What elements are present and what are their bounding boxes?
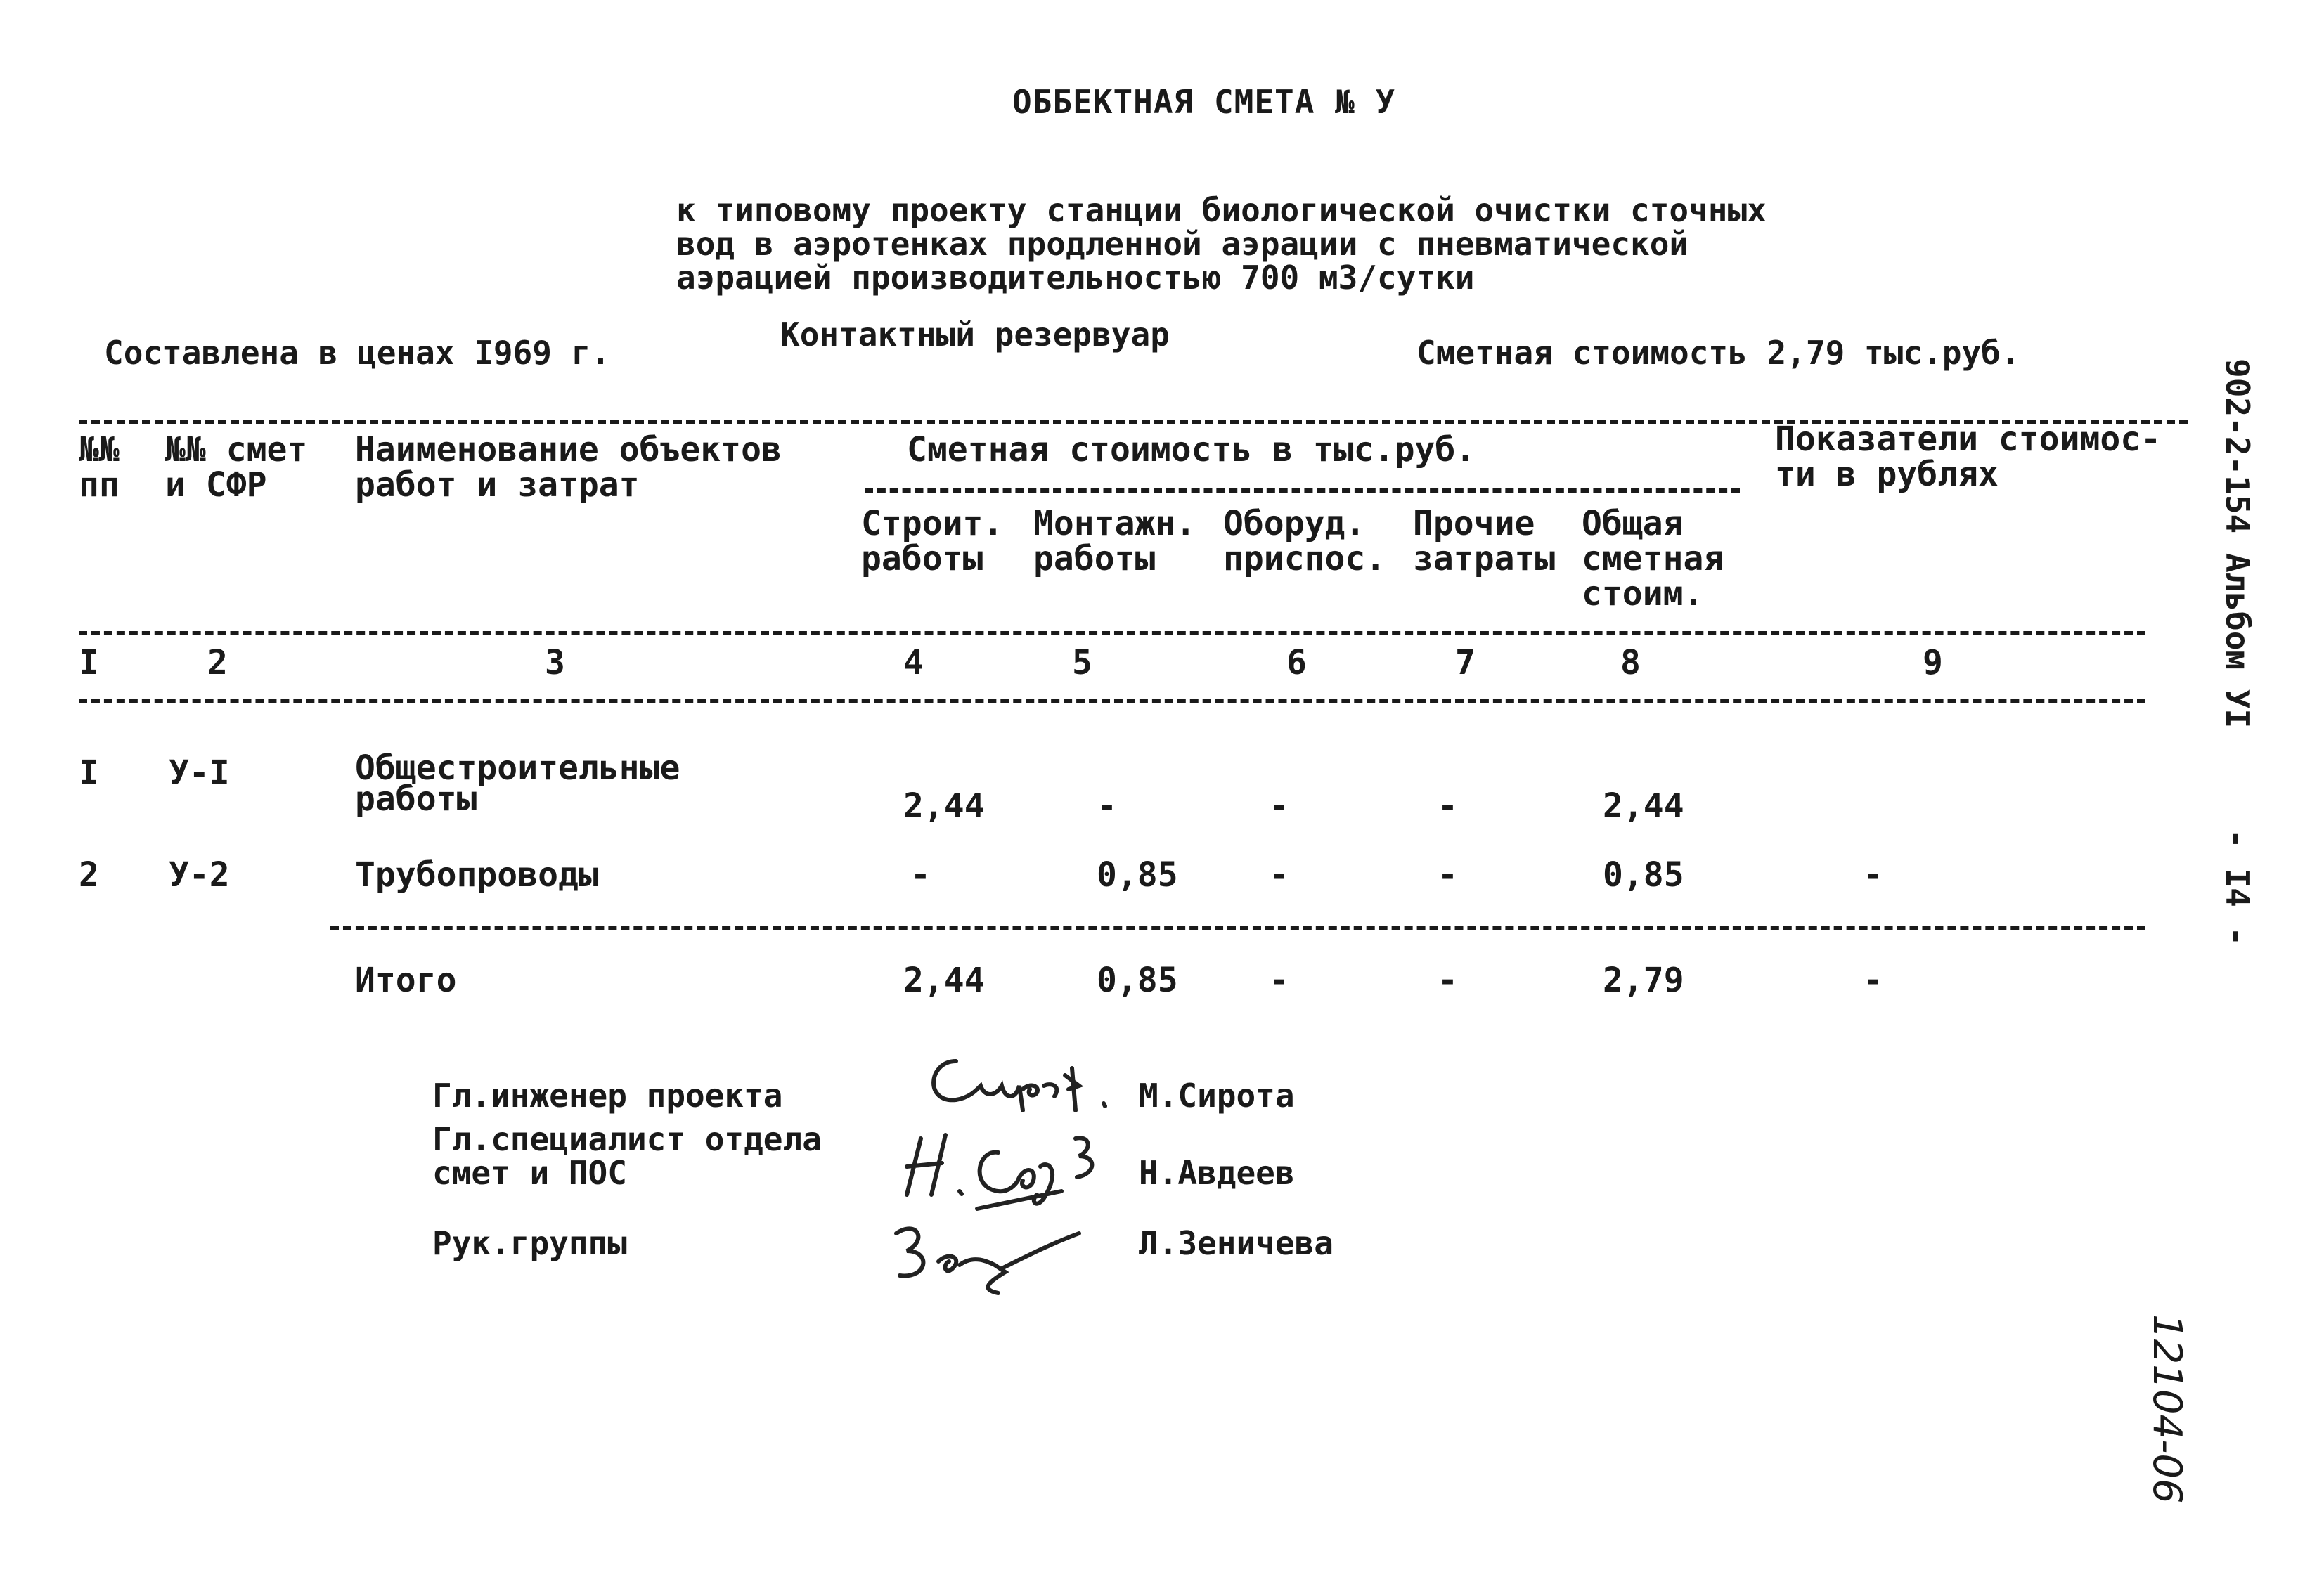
prices-year: Составлена в ценах I969 г. [104, 334, 611, 372]
sig2-role-line1: Гл.специалист отдела [432, 1120, 822, 1158]
subtitle-line-2: вод в аэротенках продленной аэрации с пневматической [676, 225, 1689, 263]
row2-name-line1: Трубопроводы [355, 855, 599, 895]
header-col4-line1: Строит. [861, 504, 1004, 543]
side-page: - I4 - [2219, 829, 2257, 947]
header-col3-line1: Наименование объектов [355, 430, 782, 469]
col-number-1: I [79, 643, 99, 682]
header-col5-line2: работы [1033, 539, 1156, 578]
header-col1-line1: №№ [79, 430, 120, 469]
row1-smeta: У-I [169, 753, 230, 793]
header-col8-line3: стоим. [1582, 574, 1704, 614]
sig2-name: Н.Авдеев [1139, 1154, 1295, 1192]
total-label: Итого [355, 961, 457, 1000]
sig1-name: М.Сирота [1139, 1077, 1295, 1115]
row2-c6: - [1269, 855, 1289, 895]
sig3-name: Л.Зеничева [1139, 1224, 1334, 1262]
row2-smeta: У-2 [169, 855, 230, 895]
header-col3-line2: работ и затрат [355, 465, 640, 505]
row1-c5: - [1097, 786, 1117, 826]
row1-name-line2: работы [355, 779, 477, 819]
row1-number: I [79, 753, 99, 793]
col-number-5: 5 [1072, 643, 1092, 682]
header-col2-line2: и СФР [165, 465, 267, 505]
row1-c4: 2,44 [903, 786, 985, 826]
col-number-2: 2 [207, 643, 228, 682]
sig1-role: Гл.инженер проекта [432, 1077, 783, 1115]
header-col1-line2: пп [79, 465, 120, 505]
header-col9-line1: Показатели стоимос- [1775, 420, 2162, 459]
row2-c9: - [1863, 855, 1883, 895]
col-number-6: 6 [1286, 643, 1307, 682]
subtitle-line-1: к типовому проекту станции биологической очистки сточных [676, 191, 1767, 229]
signature-2-handwriting [893, 1124, 1125, 1216]
row2-c7: - [1438, 855, 1458, 895]
row1-c7: - [1438, 786, 1458, 826]
row1-name-line1: Общестроительные [355, 748, 680, 788]
header-cost-group: Сметная стоимость в тыс.руб. [907, 430, 1476, 469]
document-title: ОББЕКТНАЯ СМЕТА № У [1012, 83, 1396, 121]
header-col7-line1: Прочие [1413, 504, 1535, 543]
sig3-role: Рук.группы [432, 1224, 627, 1262]
col-number-8: 8 [1620, 643, 1641, 682]
total-c4: 2,44 [903, 961, 985, 1000]
subtitle-line-3: аэрацией производительностью 700 м3/сутки [676, 259, 1475, 297]
total-c7: - [1438, 961, 1458, 1000]
row1-c6: - [1269, 786, 1289, 826]
object-name: Контактный резервуар [780, 316, 1170, 353]
rule-before-total [330, 926, 2145, 930]
sig2-role-line2: смет и ПОС [432, 1154, 627, 1192]
side-album: 902-2-154 Альбом УI [2219, 358, 2257, 729]
row2-c5: 0,85 [1097, 855, 1178, 895]
col-number-9: 9 [1923, 643, 1943, 682]
total-c5: 0,85 [1097, 961, 1178, 1000]
header-col5-line1: Монтажн. [1033, 504, 1196, 543]
total-c9: - [1863, 961, 1883, 1000]
row2-c4: - [910, 855, 931, 895]
total-c6: - [1269, 961, 1289, 1000]
side-code: 12104-06 [2144, 1314, 2190, 1504]
col-number-7: 7 [1455, 643, 1476, 682]
signature-3-handwriting [882, 1212, 1093, 1297]
signature-1-handwriting [914, 1047, 1139, 1124]
header-col6-line2: приспос. [1223, 539, 1386, 578]
row1-c8: 2,44 [1603, 786, 1684, 826]
rule-header-bottom [79, 631, 2145, 635]
header-col8-line1: Общая [1582, 504, 1684, 543]
header-col7-line2: затраты [1413, 539, 1556, 578]
estimated-cost: Сметная стоимость 2,79 тыс.руб. [1416, 334, 2020, 372]
total-c8: 2,79 [1603, 961, 1684, 1000]
col-number-4: 4 [903, 643, 924, 682]
header-col8-line2: сметная [1582, 539, 1724, 578]
rule-numbers-bottom [79, 699, 2145, 703]
header-col9-line2: ти в рублях [1775, 455, 1999, 494]
row2-c8: 0,85 [1603, 855, 1684, 895]
header-col2-line1: №№ смет [165, 430, 308, 469]
header-col4-line2: работы [861, 539, 983, 578]
row2-number: 2 [79, 855, 99, 895]
header-col6-line1: Оборуд. [1223, 504, 1366, 543]
col-number-3: 3 [545, 643, 565, 682]
rule-cost-group [865, 488, 1740, 493]
